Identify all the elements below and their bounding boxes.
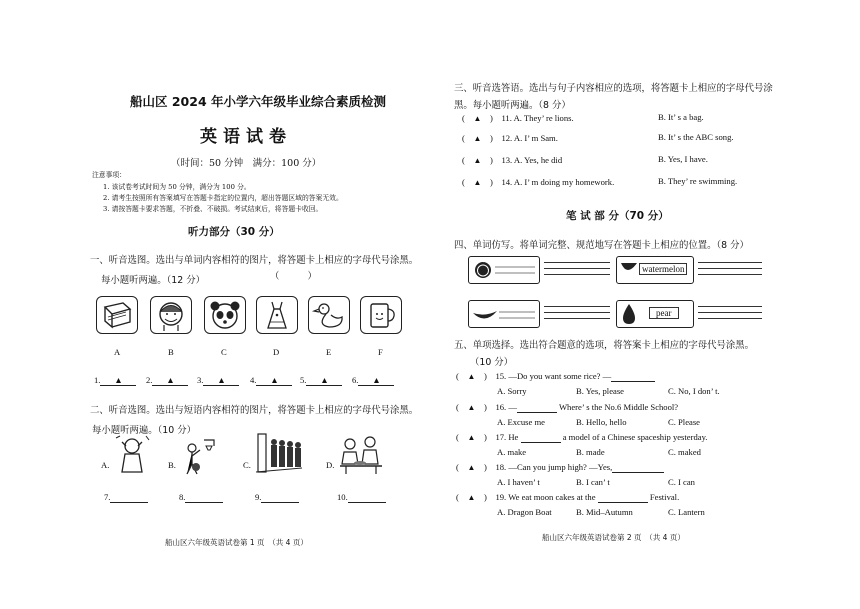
answer-number: 7. — [104, 492, 111, 502]
item-19-option-b: B. Mid–Autumn — [576, 507, 633, 517]
item-16-option-b: B. Hello, hello — [576, 417, 627, 427]
answer-number: 4. — [250, 375, 257, 385]
answer-number: 5. — [300, 375, 307, 385]
answer-blank — [611, 371, 655, 382]
item-11[interactable] — [462, 112, 574, 124]
cup-icon — [361, 297, 401, 333]
answer-number: 6. — [352, 375, 359, 385]
answer-number: 2. — [146, 375, 153, 385]
item-stem-rest: a model of a Chinese spaceship yesterday. — [562, 432, 708, 442]
listening-header: 听力部分（30 分） — [188, 226, 280, 238]
letter-c: C — [221, 347, 227, 357]
basketball-picture — [178, 436, 218, 476]
answer-10[interactable] — [337, 492, 386, 503]
item-stem: 17. He — [495, 432, 519, 442]
item-16-option-a: A. Excuse me — [497, 417, 545, 427]
item-15-option-b: B. Yes, please — [576, 386, 624, 396]
item-18-option-b: B. I can’ t — [576, 477, 610, 487]
item-16[interactable] — [456, 401, 678, 413]
item-bracket: ( ▲ ) — [462, 113, 502, 123]
item-bracket: ( ▲ ) — [462, 155, 502, 165]
answer-blank: ▲ — [100, 375, 136, 386]
letter-a: A — [114, 347, 121, 357]
answer-3[interactable] — [197, 375, 239, 386]
answer-8[interactable] — [179, 492, 223, 503]
item-11-option-b: B. It’ s a bag. — [658, 112, 704, 122]
item-bracket: ( ▲ ) — [456, 371, 496, 381]
written-header: 笔 试 部 分（70 分） — [566, 210, 669, 222]
book-icon — [97, 297, 137, 333]
word-card-watermelon — [616, 256, 694, 284]
item-stem: 18. —Can you jump high? —Yes, — [495, 462, 613, 472]
answer-4[interactable] — [250, 375, 292, 386]
exam-name: 英语试卷 — [200, 127, 292, 147]
item-bracket: ( ▲ ) — [456, 432, 496, 442]
girl-face-icon — [151, 297, 191, 333]
part2-letter-c: C. — [243, 460, 251, 470]
item-13-option-b: B. Yes, I have. — [658, 154, 708, 164]
answer-number: 9. — [255, 492, 262, 502]
answer-blank — [521, 432, 561, 443]
watermelon-word: watermelon — [639, 263, 687, 275]
item-number: 12. — [501, 133, 513, 143]
dress-icon — [257, 297, 297, 333]
item-15[interactable] — [456, 370, 655, 382]
letter-d: D — [273, 347, 280, 357]
answer-blank — [517, 402, 557, 413]
part5-instruction: 五、单项选择。选出符合题意的选项，将答案卡上相应的字母代号涂黑。 — [454, 340, 755, 351]
item-17[interactable] — [456, 431, 707, 443]
picture-d-dress — [256, 296, 298, 334]
item-stem-rest: Festival. — [649, 492, 680, 502]
answer-blank: ▲ — [306, 375, 342, 386]
answer-5[interactable] — [300, 375, 342, 386]
option-a: A. Yes, he did — [513, 155, 563, 165]
word-card-banana — [468, 300, 540, 328]
item-12-option-b: B. It’ s the ABC song. — [658, 132, 734, 142]
part2-instruction-2: 每小题听两遍。（10 分） — [92, 425, 196, 436]
page-2-footer: 船山区六年级英语试卷第 2 页 （共 4 页） — [542, 533, 685, 542]
answer-blank — [185, 492, 223, 503]
item-stem: 19. We eat moon cakes at the — [495, 492, 596, 502]
part1-instruction-2: 每小题听两遍。（12 分） — [101, 275, 205, 286]
apple-icon — [469, 257, 539, 283]
item-17-option-a: A. make — [497, 447, 527, 457]
answer-9[interactable] — [255, 492, 299, 503]
notes-title: 注意事项： — [92, 171, 126, 179]
picture-c-panda — [204, 296, 246, 334]
item-17-option-c: C. maked — [668, 447, 701, 457]
item-bracket: ( ▲ ) — [456, 462, 496, 472]
answer-number: 1. — [94, 375, 101, 385]
answer-number: 8. — [179, 492, 186, 502]
answer-blank — [261, 492, 299, 503]
part4-instruction: 四、单词仿写。将单词完整、规范地写在答题卡上相应的位置。（8 分） — [454, 240, 749, 251]
item-19-option-a: A. Dragon Boat — [497, 507, 552, 517]
letter-f: F — [378, 347, 383, 357]
letter-e: E — [326, 347, 332, 357]
part3-instruction: 三、听音选答语。选出与句子内容相应的选项，将答题卡上相应的字母代号涂 — [454, 83, 773, 94]
item-12[interactable] — [462, 132, 558, 144]
item-stem: 15. —Do you want some rice? — — [495, 371, 612, 381]
exam-heading: 船山区 2024 年小学六年级毕业综合素质检测 — [130, 94, 386, 109]
picture-a-book — [96, 296, 138, 334]
item-14-option-b: B. They’ re swimming. — [658, 176, 738, 186]
family-meal-picture — [338, 434, 384, 476]
answer-1[interactable] — [94, 375, 136, 386]
answer-blank: ▲ — [358, 375, 394, 386]
headache-picture — [112, 434, 152, 476]
item-bracket: ( ▲ ) — [462, 133, 502, 143]
option-a: A. I’ m doing my homework. — [513, 177, 615, 187]
item-19[interactable] — [456, 491, 679, 503]
answer-number: 3. — [197, 375, 204, 385]
part5-points: （10 分） — [470, 357, 514, 368]
banana-icon — [469, 301, 539, 327]
part1-bracket: （ ） — [270, 271, 317, 282]
item-13[interactable] — [462, 154, 562, 166]
item-number: 13. — [501, 155, 513, 165]
pear-word: pear — [649, 307, 679, 319]
answer-6[interactable] — [352, 375, 394, 386]
note-3: 3. 请按答题卡要求答题，不折叠、不破损。考试结束后，将答题卡收回。 — [103, 205, 323, 213]
item-bracket: ( ▲ ) — [456, 402, 496, 412]
item-bracket: ( ▲ ) — [462, 177, 502, 187]
queue-picture — [254, 432, 304, 476]
item-18-option-c: C. I can — [668, 477, 695, 487]
item-18-option-a: A. I haven’ t — [497, 477, 540, 487]
word-card-pear — [616, 300, 694, 328]
picture-e-duck — [308, 296, 350, 334]
item-number: 14. — [501, 177, 513, 187]
answer-blank — [348, 492, 386, 503]
letter-b: B — [168, 347, 174, 357]
word-card-apple — [468, 256, 540, 284]
item-19-option-c: C. Lantern — [668, 507, 705, 517]
item-14[interactable] — [462, 176, 614, 188]
answer-blank: ▲ — [203, 375, 239, 386]
item-16-option-c: C. Please — [668, 417, 700, 427]
part1-instruction: 一、听音选图。选出与单词内容相符的图片，将答题卡上相应的字母代号涂黑。 — [90, 255, 419, 266]
item-stem-rest: Where’ s the No.6 Middle School? — [558, 402, 679, 412]
answer-blank: ▲ — [152, 375, 188, 386]
answer-blank — [110, 492, 148, 503]
item-number: 11. — [501, 113, 512, 123]
note-1: 1. 该试卷考试时间为 50 分钟，满分为 100 分。 — [103, 183, 251, 191]
part2-letter-b: B. — [168, 460, 176, 470]
duck-icon — [309, 297, 349, 333]
item-stem: 16. — — [495, 402, 517, 412]
answer-blank: ▲ — [256, 375, 292, 386]
answer-blank — [612, 462, 664, 473]
panda-icon — [205, 297, 245, 333]
picture-f-cup — [360, 296, 402, 334]
part3-instruction-2: 黑。每小题听两遍。（8 分） — [454, 100, 571, 111]
item-15-option-c: C. No, I don’ t. — [668, 386, 720, 396]
answer-2[interactable] — [146, 375, 188, 386]
time-info: （时间：50 分钟 满分：100 分） — [171, 158, 322, 169]
item-bracket: ( ▲ ) — [456, 492, 496, 502]
item-15-option-a: A. Sorry — [497, 386, 527, 396]
picture-b-girl — [150, 296, 192, 334]
page-1-footer: 船山区六年级英语试卷第 1 页 （共 4 页） — [165, 538, 308, 547]
answer-number: 10. — [337, 492, 348, 502]
part2-letter-d: D. — [326, 460, 335, 470]
answer-7[interactable] — [104, 492, 148, 503]
item-17-option-b: B. made — [576, 447, 605, 457]
part2-letter-a: A. — [101, 460, 110, 470]
item-18[interactable] — [456, 461, 664, 473]
part2-instruction: 二、听音选图。选出与短语内容相符的图片，将答题卡上相应的字母代号涂黑。 — [90, 405, 419, 416]
answer-blank — [598, 492, 648, 503]
note-2: 2. 请考生按照所有答案填写在答题卡指定的位置内，超出答题区域的答案无效。 — [103, 194, 343, 202]
option-a: A. I’ m Sam. — [513, 133, 558, 143]
option-a: A. They’ re lions. — [513, 113, 574, 123]
